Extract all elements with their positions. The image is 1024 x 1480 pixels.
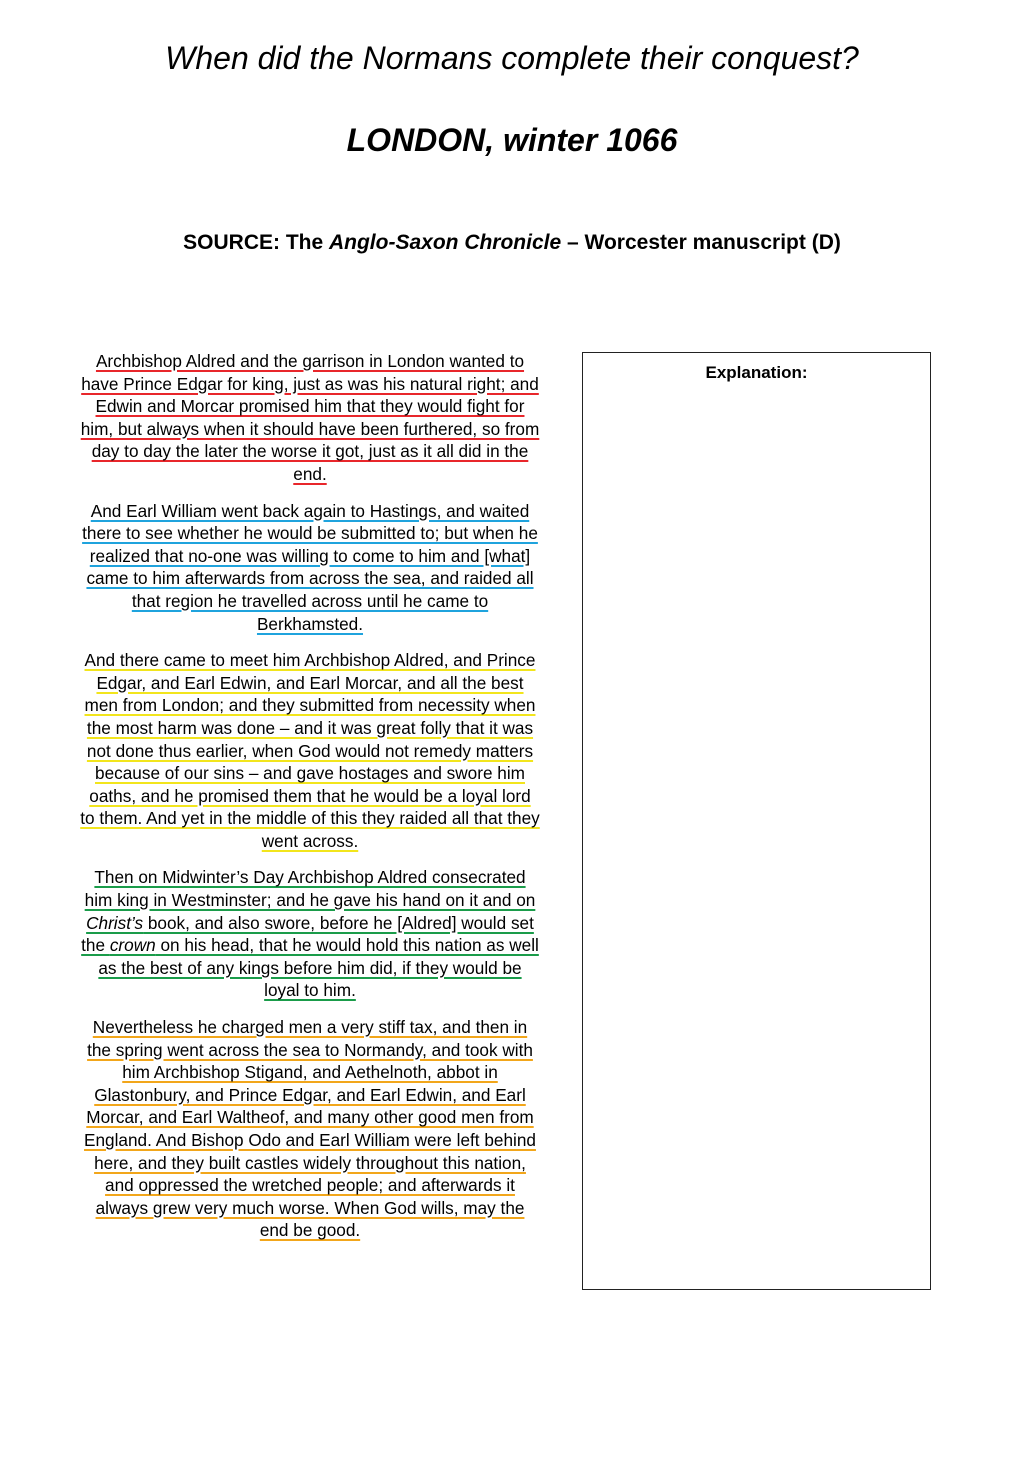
source-prefix: SOURCE: The [183, 231, 329, 254]
explanation-box[interactable] [582, 352, 931, 1290]
source-paragraph-1 [80, 350, 540, 486]
source-paragraph-4 [80, 866, 540, 1002]
paragraph-4-text-e: on his head, that he would hold this nation as well as the best of any kings before him did, if they would be loyal to him. [98, 935, 539, 1001]
source-paragraph-3 [80, 649, 540, 852]
paragraph-4-emphasis-christ: Christ’s [86, 912, 144, 933]
paragraph-4-text-c: book, and also swore, before he [Aldred] would set the [81, 912, 534, 956]
source-paragraph-5 [80, 1016, 540, 1242]
paragraph-4-emphasis-crown: crown [109, 935, 156, 956]
paragraph-4-text-a: Then on Midwinter’s Day Archbishop Aldred consecrated him king in Westminster; and he gave his hand on it and on [84, 867, 536, 911]
paragraph-3-text: And there came to meet him Archbishop Aldred, and Prince Edgar, and Earl Edwin, and Earl Morcar, and all the best men from London; and they submitted from necessity when the most harm was done – and it was great folly that it was not done thus earlier, when God would not remedy matters because of our sins – and gave hostages and swore him oaths, and he promised them that he would be a loyal lord to them. And yet in the middle of this they raided all that they went across. [80, 650, 540, 851]
explanation-label: Explanation: [705, 363, 808, 382]
paragraph-5-text: Nevertheless he charged men a very stiff tax, and then in the spring went across the sea to Normandy, and took with him Archbishop Stigand, and Aethelnoth, abbot in Glastonbury, and Prince Edgar, and Earl Edwin, and Earl Morcar, and Earl Waltheof, and many other good men from England. And Bishop Odo and Earl William were left behind here, and they built castles widely throughout this nation, and oppressed the wretched people; and afterwards it always grew very much worse. When God wills, may the end be good. [84, 1017, 536, 1241]
page-subtitle: LONDON, winter 1066 [346, 122, 678, 158]
source-work-title: Anglo-Saxon Chronicle [328, 231, 562, 254]
paragraph-2-text: And Earl William went back again to Hastings, and waited there to see whether he would be submitted to; but when he realized that no-one was willing to come to him and [what] came to him afterwards from across the sea, and raided all that region he travelled across until he came to Berkhamsted. [82, 500, 538, 634]
source-text-column [80, 350, 540, 1256]
page-title: When did the Normans complete their conquest? [165, 40, 859, 76]
source-suffix: – Worcester manuscript (D) [561, 231, 841, 254]
source-heading [0, 228, 1024, 258]
source-paragraph-2 [80, 500, 540, 636]
paragraph-1-text: Archbishop Aldred and the garrison in London wanted to have Prince Edgar for king, just as was his natural right; and Edwin and Morcar promised him that they would fight for him, but always when it should have been furthered, so from day to day the later the worse it got, just as it all did in the end. [80, 351, 540, 484]
